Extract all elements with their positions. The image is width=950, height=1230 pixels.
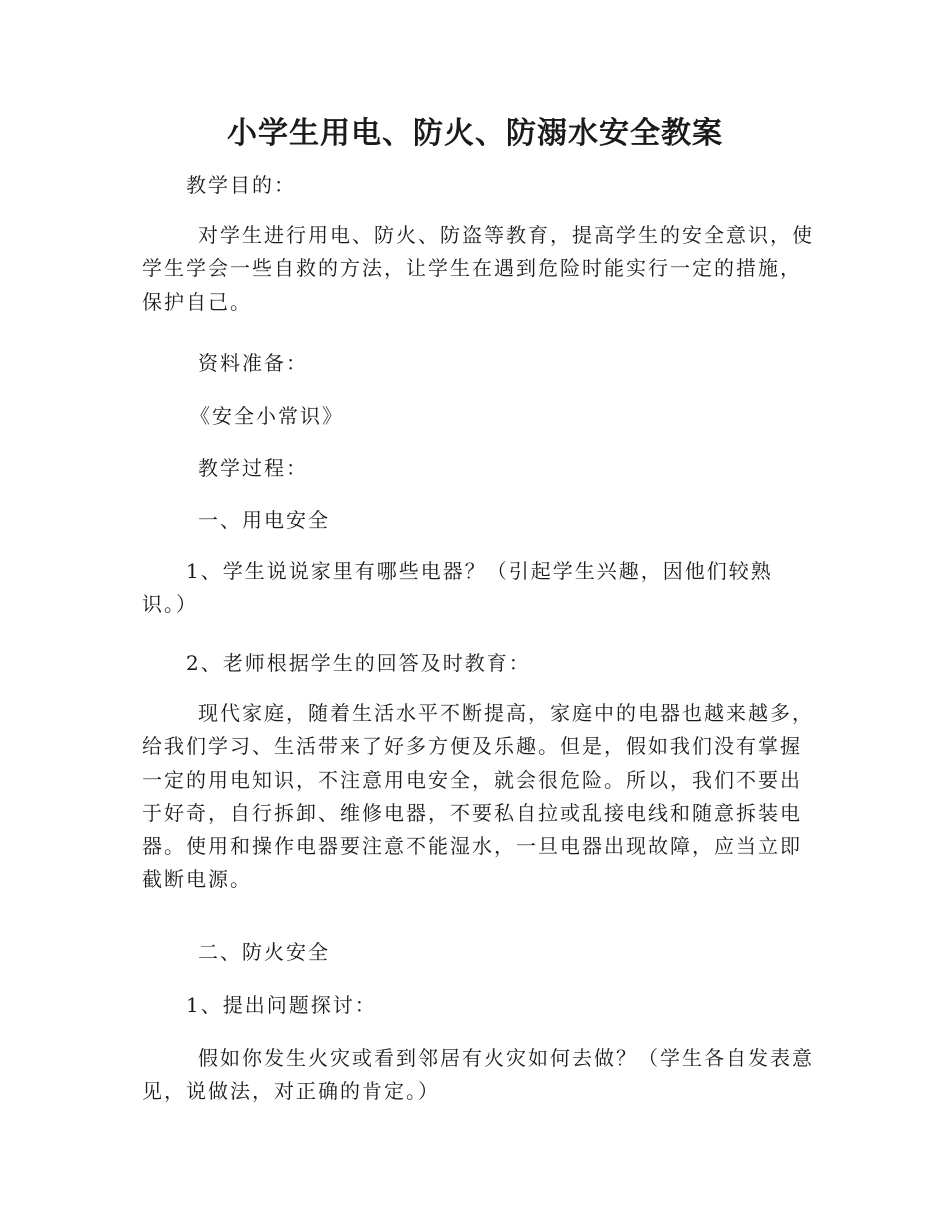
section-heading-electricity: 一、用电安全 — [198, 508, 330, 532]
section-heading-fire: 二、防火安全 — [198, 940, 330, 964]
electricity-item-1: 1、学生说说家里有哪些电器？（引起学生兴趣，因他们较熟识。） — [142, 559, 773, 617]
materials-heading: 资料准备： — [198, 351, 308, 375]
materials-text: 《安全小常识》 — [190, 404, 344, 428]
electricity-item-2: 2、老师根据学生的回答及时教育： — [186, 651, 531, 675]
process-heading: 教学过程： — [198, 456, 308, 480]
document-title: 小学生用电、防火、防溺水安全教案 — [227, 116, 723, 151]
electricity-paragraph: 现代家庭，随着生活水平不断提高，家庭中的电器也越来越多，给我们学习、生活带来了好多方便及乐趣。但是，假如我们没有掌握一定的用电知识，不注意用电安全，就会很危险。所以，我们不要出于好奇，自行拆卸、维修电器，不要私自拉或乱接电线和随意拆装电器。使用和操作电器要注意不能湿水，一旦电器出现故障，应当立即截断电源。 — [142, 701, 814, 892]
objective-heading: 教学目的： — [186, 173, 296, 197]
objective-paragraph: 对学生进行用电、防火、防盗等教育，提高学生的安全意识，使学生学会一些自救的方法，让学生在遇到危险时能实行一定的措施，保护自己。 — [142, 223, 814, 314]
fire-paragraph: 假如你发生火灾或看到邻居有火灾如何去做？（学生各自发表意见，说做法，对正确的肯定。） — [142, 1046, 814, 1104]
fire-item-1: 1、提出问题探讨： — [186, 993, 377, 1017]
